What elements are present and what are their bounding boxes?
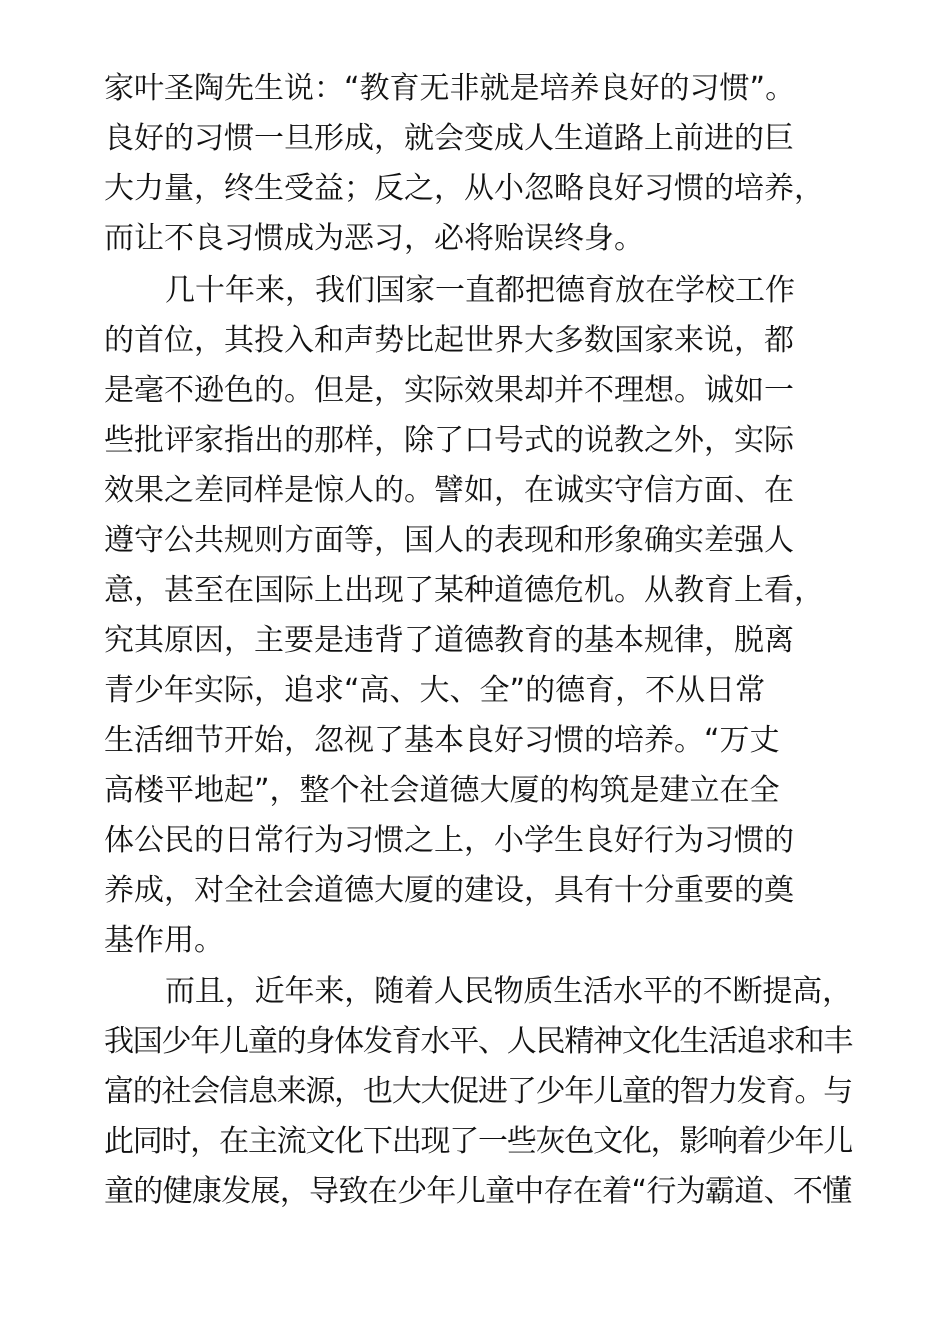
text-line: 高楼平地起”，整个社会道德大厦的构筑是建立在全: [104, 773, 780, 808]
text-line: 意，甚至在国际上出现了某种道德危机。从教育上看，: [104, 573, 824, 608]
text-line: 体公民的日常行为习惯之上，小学生良好行为习惯的: [104, 823, 794, 858]
text-line: 的首位，其投入和声势比起世界大多数国家来说，都: [104, 323, 794, 358]
text-line: 效果之差同样是惊人的。譬如，在诚实守信方面、在: [104, 473, 794, 508]
text-line: 些批评家指出的那样，除了口号式的说教之外，实际: [104, 423, 794, 458]
text-line: 青少年实际，追求“高、大、全”的德育，不从日常: [104, 673, 766, 708]
text-line: 家叶圣陶先生说：“教育无非就是培养良好的习惯”。: [104, 71, 796, 106]
text-line: 大力量，终生受益；反之，从小忽略良好习惯的培养，: [104, 171, 824, 206]
text-line: 生活细节开始，忽视了基本良好习惯的培养。“万丈: [104, 723, 780, 758]
text-line: 此同时，在主流文化下出现了一些灰色文化，影响着少年儿: [104, 1124, 852, 1159]
text-line: 富的社会信息来源，也大大促进了少年儿童的智力发育。与: [104, 1074, 852, 1109]
text-line: 我国少年儿童的身体发育水平、人民精神文化生活追求和丰: [104, 1024, 852, 1059]
text-line: 遵守公共规则方面等，国人的表现和形象确实差强人: [104, 523, 794, 558]
text-line: 究其原因，主要是违背了道德教育的基本规律，脱离: [104, 623, 794, 658]
paragraph-first-line: 而且，近年来，随着人民物质生活水平的不断提高，: [165, 974, 852, 1009]
text-line: 良好的习惯一旦形成，就会变成人生道路上前进的巨: [104, 121, 794, 156]
text-line: 养成，对全社会道德大厦的建设，具有十分重要的奠: [104, 873, 794, 908]
text-line: 基作用。: [104, 923, 224, 958]
text-line: 而让不良习惯成为恶习，必将贻误终身。: [104, 221, 644, 256]
text-line: 是毫不逊色的。但是，实际效果却并不理想。诚如一: [104, 373, 794, 408]
text-line: 童的健康发展，导致在少年儿童中存在着“行为霸道、不懂: [104, 1174, 852, 1209]
paragraph-first-line: 几十年来，我们国家一直都把德育放在学校工作: [165, 273, 795, 308]
